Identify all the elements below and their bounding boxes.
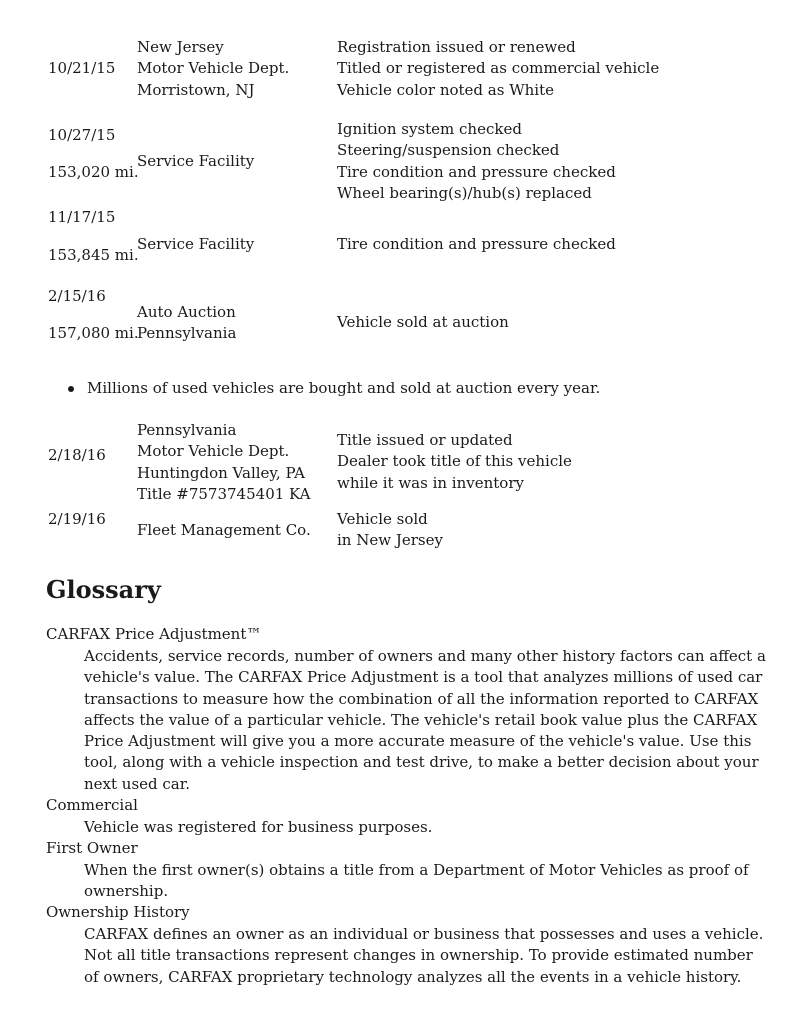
comment-line: Registration issued or renewed — [337, 38, 576, 56]
definition-line: transactions to measure how the combination of all the information reported to CARFAX — [84, 689, 759, 708]
definition-line: Price Adjustment will give you a more accurate measure of the vehicle's value. Use this — [84, 732, 752, 751]
comment-line: Wheel bearing(s)/hub(s) replaced — [337, 183, 592, 202]
source-line: Huntingdon Valley, PA — [137, 463, 305, 482]
definition-line: affects the value of a particular vehicle. The vehicle's retail book value plus the CARFAX — [84, 710, 758, 729]
event-mileage: 153,020 mi. — [48, 163, 139, 181]
definition-line: tool, along with a vehicle inspection and test drive, to make a better decision about your — [84, 753, 759, 772]
event-source — [137, 420, 310, 505]
definition-line: Vehicle was registered for business purposes. — [84, 818, 433, 836]
event-comments — [337, 509, 443, 552]
definition-line: of owners, CARFAX proprietary technology analyzes all the events in a vehicle history. — [84, 967, 742, 986]
comment-line: Vehicle sold at auction — [337, 313, 509, 331]
bullet-icon — [68, 386, 74, 392]
glossary-title: Glossary — [46, 575, 161, 604]
event-comments — [337, 37, 659, 101]
comment-line: Ignition system checked — [337, 120, 522, 138]
definition-line: ownership. — [84, 882, 169, 901]
event-source — [137, 302, 236, 345]
comment-line: Tire condition and pressure checked — [337, 235, 616, 253]
event-source: Fleet Management Co. — [137, 521, 311, 539]
source-line: Morristown, NJ — [137, 80, 255, 99]
definition-line: When the first owner(s) obtains a title from a Department of Motor Vehicles as proof of — [84, 861, 749, 879]
comment-line: Tire condition and pressure checked — [337, 162, 616, 181]
comment-line: Title issued or updated — [337, 431, 513, 449]
glossary-term: CARFAX Price Adjustment™ — [46, 625, 262, 643]
source-line: New Jersey — [137, 38, 224, 56]
glossary-definition — [84, 924, 764, 988]
glossary-term: Ownership History — [46, 903, 190, 921]
glossary-definition — [84, 817, 764, 838]
event-comments — [337, 430, 572, 494]
glossary-term: First Owner — [46, 839, 138, 857]
event-date: 2/19/16 — [48, 510, 106, 528]
source-line: Motor Vehicle Dept. — [137, 59, 290, 78]
event-source: Service Facility — [137, 152, 255, 170]
comment-line: Dealer took title of this vehicle — [337, 452, 572, 471]
definition-line: next used car. — [84, 774, 191, 793]
glossary-definition — [84, 646, 764, 795]
event-date: 2/18/16 — [48, 446, 106, 464]
definition-line: Accidents, service records, number of owners and many other history factors can affect a — [84, 647, 766, 665]
definition-line: Not all title transactions represent changes in ownership. To provide estimated number — [84, 946, 753, 965]
comment-line: Vehicle color noted as White — [337, 80, 554, 99]
source-line: Auto Auction — [137, 303, 236, 321]
source-line: Motor Vehicle Dept. — [137, 442, 290, 461]
comment-line: Steering/suspension checked — [337, 141, 560, 160]
event-source — [137, 37, 289, 101]
comment-line: in New Jersey — [337, 531, 443, 550]
glossary-term: Commercial — [46, 796, 138, 814]
event-source: Service Facility — [137, 235, 255, 253]
event-date: 2/15/16 — [48, 287, 106, 305]
comment-line: while it was in inventory — [337, 473, 524, 492]
event-mileage: 153,845 mi. — [48, 246, 139, 264]
event-comments — [337, 119, 616, 204]
event-mileage: 157,080 mi. — [48, 324, 139, 342]
source-line: Pennsylvania — [137, 324, 237, 343]
glossary-definition — [84, 860, 764, 903]
definition-line: CARFAX defines an owner as an individual or business that possesses and uses a vehicle. — [84, 925, 764, 943]
auction-note: Millions of used vehicles are bought and sold at auction every year. — [87, 379, 601, 397]
comment-line: Vehicle sold — [337, 510, 428, 528]
event-date: 10/21/15 — [48, 59, 116, 77]
event-date: 10/27/15 — [48, 126, 116, 144]
source-line: Pennsylvania — [137, 421, 237, 439]
definition-line: vehicle's value. The CARFAX Price Adjustment is a tool that analyzes millions of used car — [84, 668, 763, 687]
source-line: Title #7573745401 KA — [137, 484, 311, 503]
comment-line: Titled or registered as commercial vehicle — [337, 59, 660, 78]
event-date: 11/17/15 — [48, 208, 116, 226]
